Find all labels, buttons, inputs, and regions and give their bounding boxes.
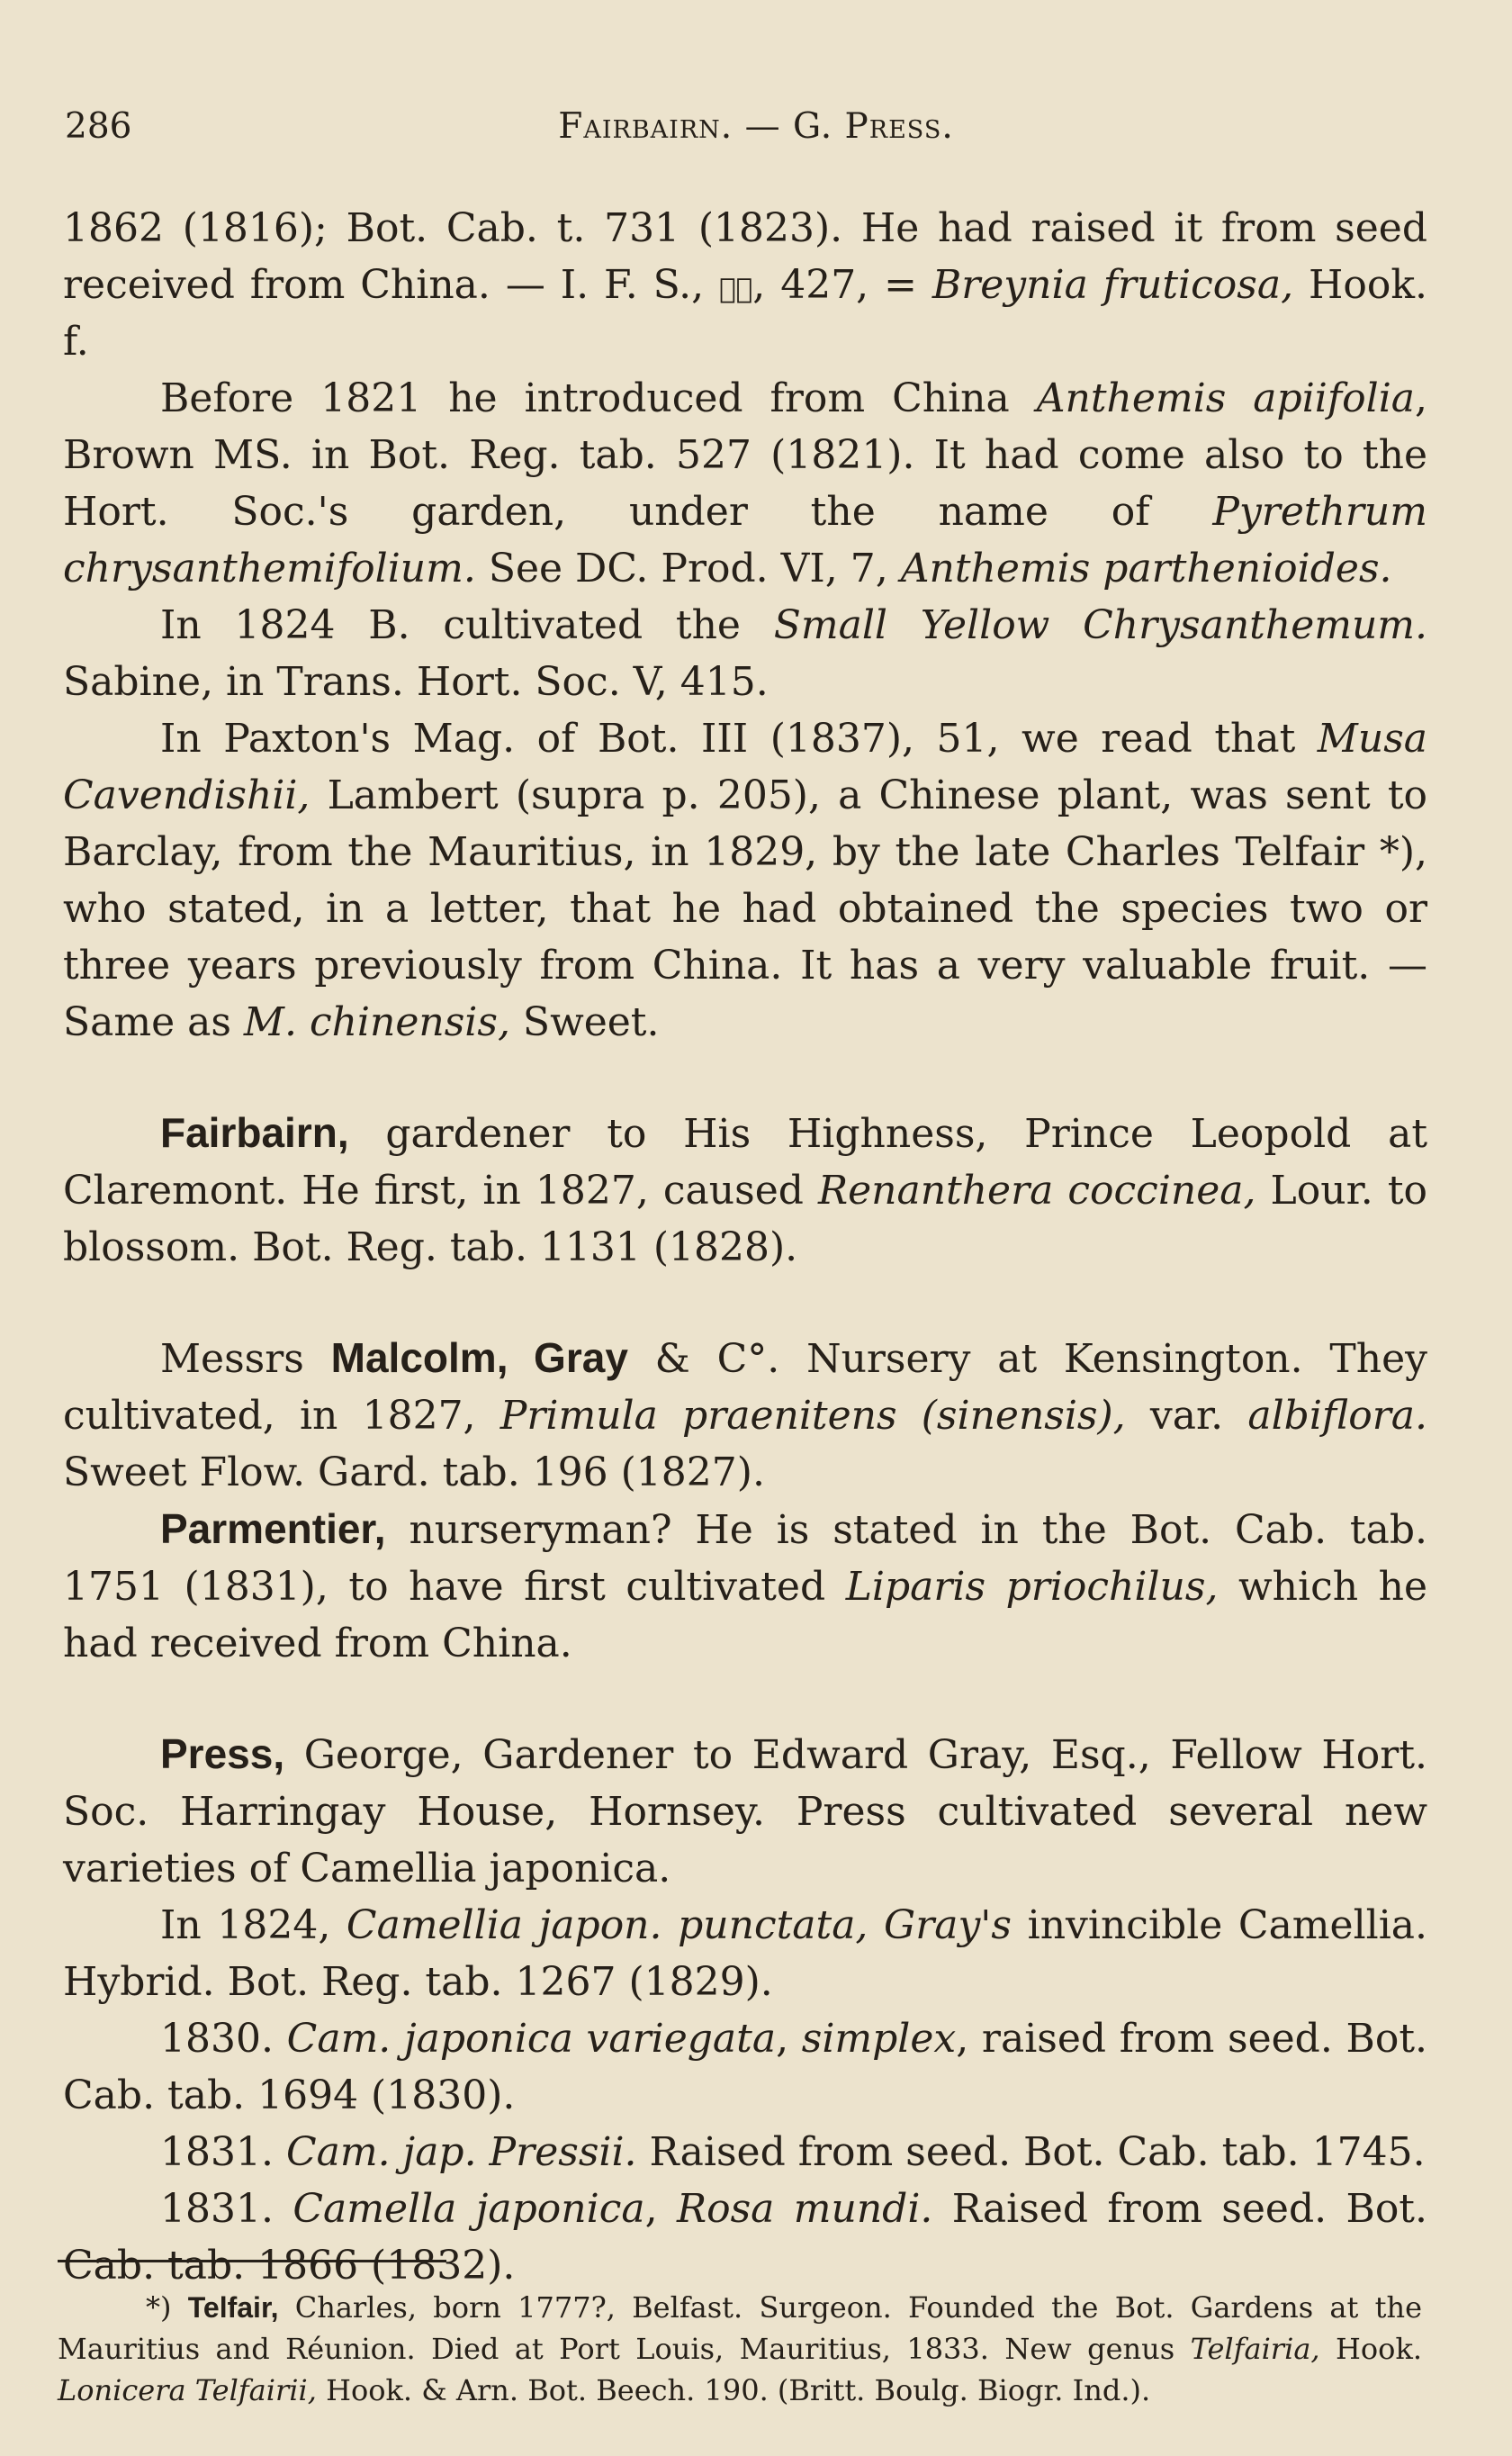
text-run: invincible Camellia. Hybrid. Bot. Reg. tab. 1267 (1829). (63, 1902, 1428, 2005)
text-run: Sabine, in Trans. Hort. Soc. V, 415. (63, 659, 769, 705)
text-run: Sweet. (509, 999, 660, 1045)
text-run: In 1824 B. cultivated the (160, 602, 774, 648)
text-run: , (776, 2016, 802, 2062)
page-number: 286 (65, 106, 132, 147)
text-run: 1830. (160, 2016, 287, 2062)
body-text (63, 200, 1427, 2294)
section-spacer (63, 1276, 1427, 1330)
text-run: Charles, born 1777?, Belfast. Surgeon. Founded the Bot. Gardens at the Mauritius and Réunion. Died at Port Louis, Mauritius, 1833. New genus (58, 2290, 1423, 2366)
text-run: , Brown MS. in Bot. Reg. tab. 527 (1821). It had come also to the Hort. Soc.'s garden, under the name of (63, 375, 1427, 535)
footnote-heading: Telfair, (187, 2291, 279, 2324)
text-run: & C°. Nursery at Kensington. They cultivated, in 1827, (63, 1336, 1427, 1439)
text-run: 1831. (160, 2186, 293, 2232)
species-name: Cam. japonica variegata (286, 2016, 777, 2062)
text-run: Sweet Flow. Gard. tab. 196 (1827). (63, 1449, 765, 1495)
species-name: Telfairia, (1190, 2332, 1320, 2366)
entry-press (63, 1726, 1427, 1897)
paragraph (63, 370, 1427, 597)
text-run: Hook. (1319, 2332, 1423, 2366)
paragraph (63, 2181, 1427, 2294)
text-run: Hook. & Arn. Bot. Beech. 190. (Britt. Boulg. Biogr. Ind.). (316, 2373, 1151, 2407)
text-run: Hook. f. (63, 262, 1427, 365)
text-run: 1831. (160, 2129, 286, 2175)
running-head: Fairbairn. — G. Press. (558, 106, 954, 147)
text-run: which he had received from China. (63, 1564, 1427, 1666)
species-name: Musa Cavendishii, (63, 716, 1427, 818)
paragraph (63, 597, 1427, 710)
text-run: , (644, 2186, 677, 2232)
species-name: Lonicera Telfairii, (58, 2373, 317, 2407)
text-run: See DC. Prod. VI, 7, (475, 546, 901, 591)
entry-heading: Press, (160, 1730, 285, 1777)
paragraph (63, 2124, 1427, 2181)
text-run: , raised from seed. Bot. Cab. tab. 1694 (1830). (63, 2016, 1427, 2118)
species-name: Pyrethrum chrysanthemifolium. (63, 489, 1427, 591)
text-run: ɪɪ (719, 262, 753, 308)
text-run: Messrs (160, 1336, 331, 1382)
text-run: 1862 (1816); Bot. Cab. t. 731 (1823). He had raised it from seed received from China. — I. F. S., (63, 205, 1427, 308)
footnote-mark: *) (146, 2290, 188, 2325)
text-run: Raised from seed. Bot. Cab. tab. 1866 (1832). (63, 2186, 1427, 2289)
text-run: In Paxton's Mag. of Bot. III (1837), 51, we read that (160, 716, 1318, 762)
page-header (65, 106, 1447, 160)
species-name: Small Yellow Chrysanthemum. (773, 602, 1427, 648)
species-name: simplex (801, 2016, 957, 2062)
text-run: Lambert (supra p. 205), a Chinese plant, was sent to Barclay, from the Mauritius, in 1829, by the late Charles Telfair *), who stated, in a letter, that he had obtained the species two or three years previously from China. It has a very valuable fruit. — Same as (63, 772, 1427, 1045)
text-run: Lour. to blossom. Bot. Reg. tab. 1131 (1828). (63, 1168, 1427, 1270)
entry-parmentier (63, 1501, 1427, 1672)
species-name: Liparis priochilus, (845, 1564, 1219, 1610)
species-name: Cam. jap. Pressii. (285, 2129, 637, 2175)
species-name: Anthemis apiifolia (1036, 375, 1415, 421)
text-run: Before 1821 he introduced from China (160, 375, 1037, 421)
paragraph (63, 1897, 1427, 2010)
species-name: Camella japonica (292, 2186, 645, 2232)
species-name: Camellia japon. punctata, Gray's (346, 1902, 1012, 1948)
entry-heading: Parmentier, (160, 1505, 386, 1552)
text-run: Raised from seed. Bot. Cab. tab. 1745. (636, 2129, 1426, 2175)
entry-fairbairn (63, 1105, 1427, 1276)
species-name: albiflora. (1247, 1393, 1427, 1439)
section-spacer (63, 1051, 1427, 1105)
text-run: , 427, = (752, 262, 932, 308)
species-name: Breynia fruticosa, (932, 262, 1294, 308)
species-name: Anthemis parthenioides. (900, 546, 1392, 591)
text-run: In 1824, (160, 1902, 346, 1948)
text-run: gardener to His Highness, Prince Leopold at Claremont. He first, in 1827, caused (63, 1111, 1427, 1214)
footnote-divider (58, 2260, 446, 2262)
section-spacer (63, 1672, 1427, 1726)
text-run: nurseryman? He is stated in the Bot. Cab. tab. 1751 (1831), to have first cultivated (63, 1507, 1427, 1610)
species-name: M. chinensis, (243, 999, 510, 1045)
footnote-text (58, 2287, 1422, 2411)
entry-heading: Fairbairn, (160, 1109, 349, 1156)
species-name: Renanthera coccinea, (817, 1168, 1256, 1214)
footnote (58, 2287, 1422, 2411)
text-run: George, Gardener to Edward Gray, Esq., Fellow Hort. Soc. Harringay House, Hornsey. Press cultivated several new varieties of Camellia japonica. (63, 1732, 1427, 1892)
paragraph (63, 2010, 1427, 2124)
paragraph (63, 200, 1427, 370)
text-run: var. (1125, 1393, 1248, 1439)
species-name: Primula praenitens (sinensis), (500, 1393, 1126, 1439)
entry-heading: Malcolm, Gray (330, 1334, 628, 1381)
paragraph (63, 710, 1427, 1051)
species-name: Rosa mundi. (676, 2186, 933, 2232)
entry-malcolm-gray (63, 1330, 1427, 1501)
